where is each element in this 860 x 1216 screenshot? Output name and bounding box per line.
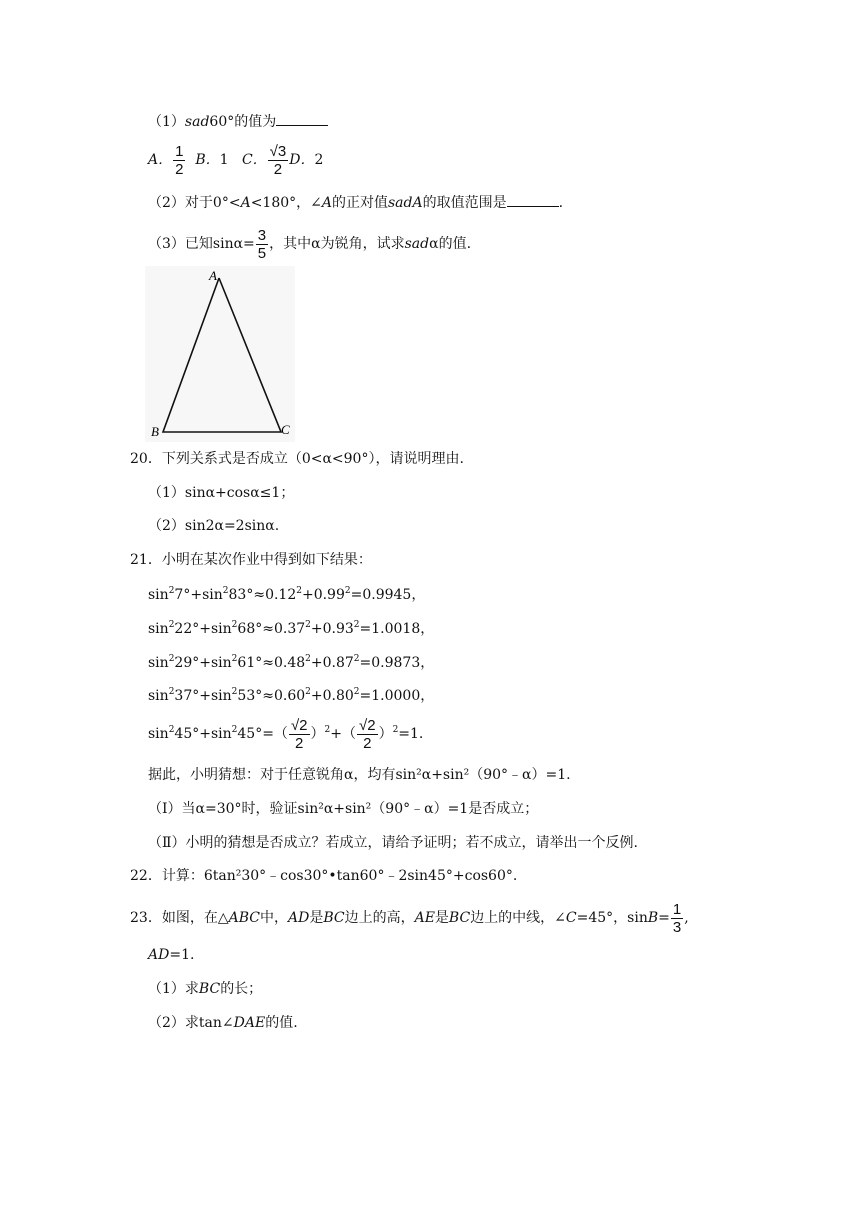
q21-row-1: $\sin^27^\circ+\sin^283^\circ\approx 0.12^2+0.99^2=0.9945$， [148, 586, 426, 603]
option-c-label: C． [241, 152, 267, 168]
triangle-svg [145, 266, 295, 442]
q23-part2: （2）求tan∠DAE的值. [148, 1015, 298, 1031]
answer-blank [276, 110, 328, 126]
q19-part2: （2）对于0°<A<180°，∠A的正对值sadA的取值范围是 . [148, 191, 563, 213]
option-c-fraction: $\frac{√3}{2}$ [269, 142, 287, 178]
sin-alpha-fraction: $\frac{3}{5}$ [257, 226, 267, 262]
q23-stem: 23．如图，在△ABC中，AD是BC边上的高，AE是BC边上的中线，∠C=45°，sinB= $\frac{1}{3}$ , [130, 900, 689, 936]
q23-line2: AD=1. [148, 947, 195, 963]
q21-row-4: $\sin^237^\circ+\sin^253^\circ\approx 0.60^2+0.80^2=1.0000$， [148, 687, 435, 704]
sinb-fraction: $\frac{1}{3}$ [672, 900, 682, 936]
q22-stem: 22．计算：6tan²30°﹣cos30°•tan60°﹣2sin45°+cos60°. [130, 868, 518, 884]
q19-options: A． $\frac{1}{2}$ B．1 C． $\frac{√3}{2}$ D．2 [148, 142, 324, 178]
sqrt2-over-2-fraction: $\frac{√2}{2}$ [290, 716, 308, 752]
vertex-b-label: B [151, 424, 159, 439]
q20-part2: （2）sin2α=2sinα. [148, 518, 280, 534]
option-a-fraction: $\frac{1}{2}$ [175, 142, 184, 178]
q21-guess: 据此，小明猜想：对于任意锐角α，均有sin²α+sin²（90°﹣α）=1. [148, 767, 571, 783]
q20-stem: 20．下列关系式是否成立（0<α<90°），请说明理由. [130, 451, 464, 467]
q20-part1: （1）sinα+cosα≤1； [148, 485, 295, 501]
q23-part1: （1）求BC的长； [148, 981, 263, 997]
option-a-label: A． [148, 152, 173, 168]
q21-row-3: $\sin^229^\circ+\sin^261^\circ\approx 0.48^2+0.87^2=0.9873$， [148, 654, 435, 671]
q21-part-i: （Ⅰ）当α=30°时，验证sin²α+sin²（90°﹣α）=1是否成立； [148, 801, 539, 817]
q21-row-2: $\sin^222^\circ+\sin^268^\circ\approx 0.37^2+0.93^2=1.0018$， [148, 620, 435, 637]
q21-part-ii: （Ⅱ）小明的猜想是否成立？若成立，请给予证明；若不成立，请举出一个反例. [148, 835, 638, 851]
vertex-c-label: C [281, 422, 290, 437]
option-b-label: B． [195, 152, 220, 168]
answer-blank [507, 191, 559, 207]
q19-part3: （3）已知sinα= $\frac{3}{5}$ ，其中α为锐角，试求sadα的值. [148, 226, 472, 262]
q19-part1: （1）sad60°的值为 [148, 110, 328, 132]
sad-italic: sad [184, 114, 210, 130]
triangle-figure [145, 266, 295, 442]
option-d-label: D． [289, 152, 315, 168]
sqrt2-over-2-fraction: $\frac{√2}{2}$ [358, 716, 376, 752]
q21-stem: 21．小明在某次作业中得到如下结果： [130, 552, 372, 568]
vertex-a-label: A [209, 268, 217, 283]
q21-row-5: $\sin^245^\circ+\sin^245^\circ=$（ $\frac{√2}{2}$ ）$^2$+（ $\frac{√2}{2}$ ）$^2$=1. [148, 716, 424, 752]
